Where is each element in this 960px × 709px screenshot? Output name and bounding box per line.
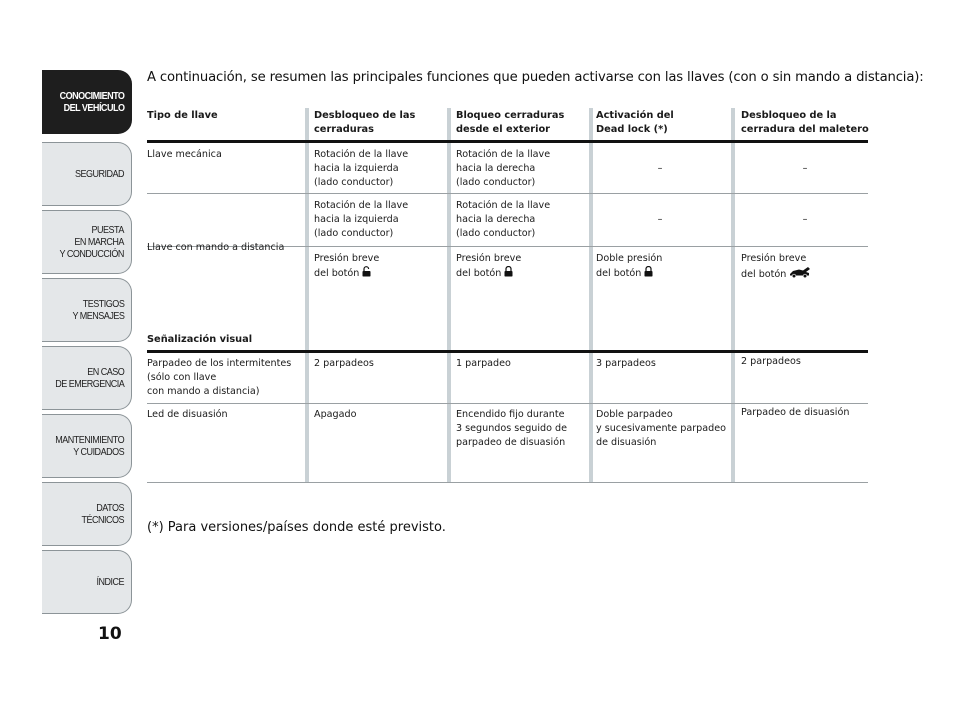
page-number: 10 <box>98 624 122 644</box>
car-trunk-icon <box>789 266 811 283</box>
column-separator <box>731 108 735 482</box>
cell-blinkers-unlock: 2 parpadeos <box>314 358 374 369</box>
cell-remote-key-lock: Rotación de la llave hacia la derecha (lado conductor) <box>456 200 551 239</box>
cell-remote-key-deadlock: – <box>657 214 663 225</box>
cell-led-lock: Encendido fijo durante 3 segundos seguido de parpadeo de disuasión <box>456 409 568 448</box>
intro-text: A continuación, se resumen las principales funciones que pueden activarse con las llaves (con o sin mando a distancia): <box>147 70 924 85</box>
cell-blinkers-deadlock: 3 parpadeos <box>596 358 656 369</box>
header-rule <box>147 140 868 143</box>
section-heading-visual-signal: Señalización visual <box>147 334 253 345</box>
cell-remote-button-lock <box>456 252 521 282</box>
tab-label: MANTENIMIENTO Y CUIDADOS <box>55 434 124 458</box>
cell-text: Presión breve del botón <box>314 253 380 279</box>
column-separator <box>589 108 593 482</box>
column-separator <box>447 108 451 482</box>
cell-remote-button-unlock <box>314 252 379 282</box>
tab-label: DATOS TÉCNICOS <box>81 502 124 526</box>
tab-label: TESTIGOS Y MENSAJES <box>72 298 124 322</box>
cell-remote-button-deadlock <box>596 252 662 282</box>
tab-en-caso-de-emergencia[interactable] <box>42 346 132 410</box>
tab-testigos-y-mensajes[interactable] <box>42 278 132 342</box>
tab-mantenimiento-y-cuidados[interactable] <box>42 414 132 478</box>
cell-blinkers-trunk: 2 parpadeos <box>741 356 801 367</box>
tab-conocimiento-del-vehiculo[interactable] <box>42 70 132 134</box>
cell-remote-key-trunk: – <box>802 214 808 225</box>
header-key-type: Tipo de llave <box>147 110 218 121</box>
cell-led-trunk: Parpadeo de disuasión <box>741 407 850 418</box>
cell-text: Doble presión del botón <box>596 253 663 279</box>
header-deadlock: Activación del Dead lock (*) <box>596 110 674 135</box>
row-label-remote: Llave con mando a distancia <box>147 242 285 253</box>
tab-puesta-en-marcha[interactable] <box>42 210 132 274</box>
tab-datos-tecnicos[interactable] <box>42 482 132 546</box>
row-divider <box>147 193 868 194</box>
cell-text: Presión breve del botón <box>741 253 807 280</box>
closed-padlock-icon <box>504 266 513 282</box>
row-label-mechanical: Llave mecánica <box>147 149 222 160</box>
tab-label: CONOCIMIENTO DEL VEHÍCULO <box>59 90 124 114</box>
header-unlock: Desbloqueo de las cerraduras <box>314 110 416 135</box>
cell-blinkers-lock: 1 parpadeo <box>456 358 511 369</box>
cell-led-deadlock: Doble parpadeo y sucesivamente parpadeo de disuasión <box>596 409 726 448</box>
tab-seguridad[interactable] <box>42 142 132 206</box>
header-trunk: Desbloqueo de la cerradura del maletero <box>741 110 869 135</box>
cell-mechanical-trunk: – <box>802 163 808 174</box>
column-separator <box>305 108 309 482</box>
section-rule <box>147 350 868 353</box>
table-bottom-rule <box>147 482 868 483</box>
tab-label: EN CASO DE EMERGENCIA <box>54 366 124 390</box>
tab-indice[interactable] <box>42 550 132 614</box>
row-label-led: Led de disuasión <box>147 409 228 420</box>
tab-label: ÍNDICE <box>96 576 124 588</box>
cell-mechanical-deadlock: – <box>657 163 663 174</box>
header-lock: Bloqueo cerraduras desde el exterior <box>456 110 565 135</box>
tab-label: SEGURIDAD <box>74 168 124 180</box>
cell-mechanical-unlock: Rotación de la llave hacia la izquierda (lado conductor) <box>314 149 409 188</box>
open-padlock-icon <box>362 266 371 282</box>
cell-mechanical-lock: Rotación de la llave hacia la derecha (lado conductor) <box>456 149 551 188</box>
tab-label: PUESTA EN MARCHA Y CONDUCCIÓN <box>59 224 124 260</box>
cell-remote-key-unlock: Rotación de la llave hacia la izquierda (lado conductor) <box>314 200 409 239</box>
footnote: (*) Para versiones/países donde esté previsto. <box>147 520 446 535</box>
cell-led-unlock: Apagado <box>314 409 357 420</box>
cell-text: Presión breve del botón <box>456 253 522 279</box>
row-label-blinkers: Parpadeo de los intermitentes (sólo con llave con mando a distancia) <box>147 358 292 397</box>
closed-padlock-icon <box>644 266 653 282</box>
row-divider <box>147 403 868 404</box>
cell-remote-button-trunk <box>741 252 811 283</box>
